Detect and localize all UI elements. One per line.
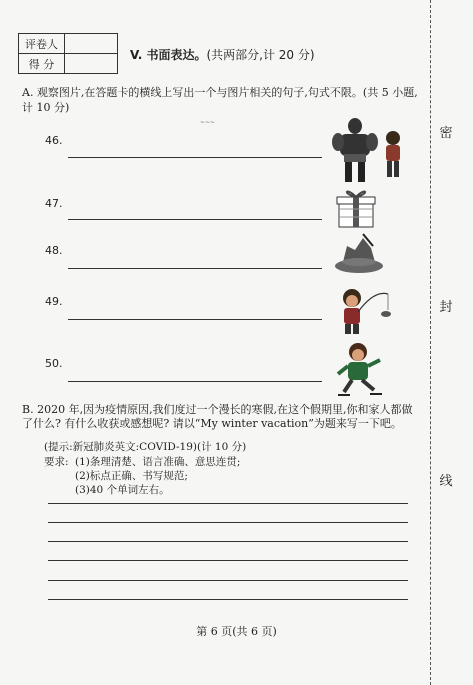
- part-b-intro: B. 2020 年,因为疫情原因,我们度过一个漫长的寒假,在这个假期里,你和家人都做了什么? 有什么收获或感想呢? 请以“My winter vacation”为题来写一下吧。: [22, 403, 413, 430]
- answer-line-47[interactable]: [68, 219, 322, 220]
- skating-girl-picture: [334, 340, 390, 398]
- question-number-46: 46.: [45, 134, 63, 147]
- requirements-label: 要求:: [44, 456, 69, 468]
- grader-box: [65, 34, 118, 54]
- writing-line-4[interactable]: [48, 560, 408, 561]
- margin-char-mi: 密: [438, 122, 454, 141]
- tiny-mark: ~~~: [200, 119, 216, 126]
- answer-line-48[interactable]: [68, 268, 322, 269]
- gift-box-picture: [335, 187, 377, 229]
- fishing-boy-picture: [334, 284, 394, 336]
- score-box: [65, 54, 118, 74]
- cake-picture: [333, 232, 385, 276]
- question-number-50: 50.: [45, 357, 63, 370]
- question-number-47: 47.: [45, 197, 63, 210]
- binding-dashed-line: [430, 0, 431, 685]
- answer-line-49[interactable]: [68, 319, 322, 320]
- score-table: [18, 33, 118, 74]
- bodybuilder-boy-picture: [330, 116, 410, 184]
- part-b-hint: (提示:新冠肺炎英文:COVID-19)(计 10 分): [44, 441, 247, 453]
- writing-line-3[interactable]: [48, 541, 408, 542]
- page-footer: 第 6 页(共 6 页): [196, 625, 277, 638]
- section-title: [130, 46, 315, 63]
- answer-line-46[interactable]: [68, 157, 322, 158]
- section-heading: V. 书面表达。: [130, 48, 207, 62]
- writing-line-6[interactable]: [48, 599, 408, 600]
- score-label: 得 分: [19, 54, 65, 74]
- requirement-3: (3)40 个单词左右。: [75, 484, 170, 496]
- part-a-instruction: A. 观察图片,在答题卡的横线上写出一个与图片相关的句子,句式不限。(共 5 小题,计 10 分): [22, 86, 418, 114]
- question-number-49: 49.: [45, 295, 63, 308]
- writing-line-2[interactable]: [48, 522, 408, 523]
- answer-line-50[interactable]: [68, 381, 322, 382]
- requirement-1: (1)条理清楚、语言准确、意思连贯;: [75, 456, 241, 468]
- writing-line-1[interactable]: [48, 503, 408, 504]
- margin-char-xian: 线: [438, 470, 454, 489]
- requirement-2: (2)标点正确、书写规范;: [75, 470, 188, 482]
- question-number-48: 48.: [45, 244, 63, 257]
- grader-label: 评卷人: [19, 34, 65, 54]
- writing-line-5[interactable]: [48, 580, 408, 581]
- margin-char-feng: 封: [438, 296, 454, 315]
- section-points: (共两部分,计 20 分): [206, 48, 315, 62]
